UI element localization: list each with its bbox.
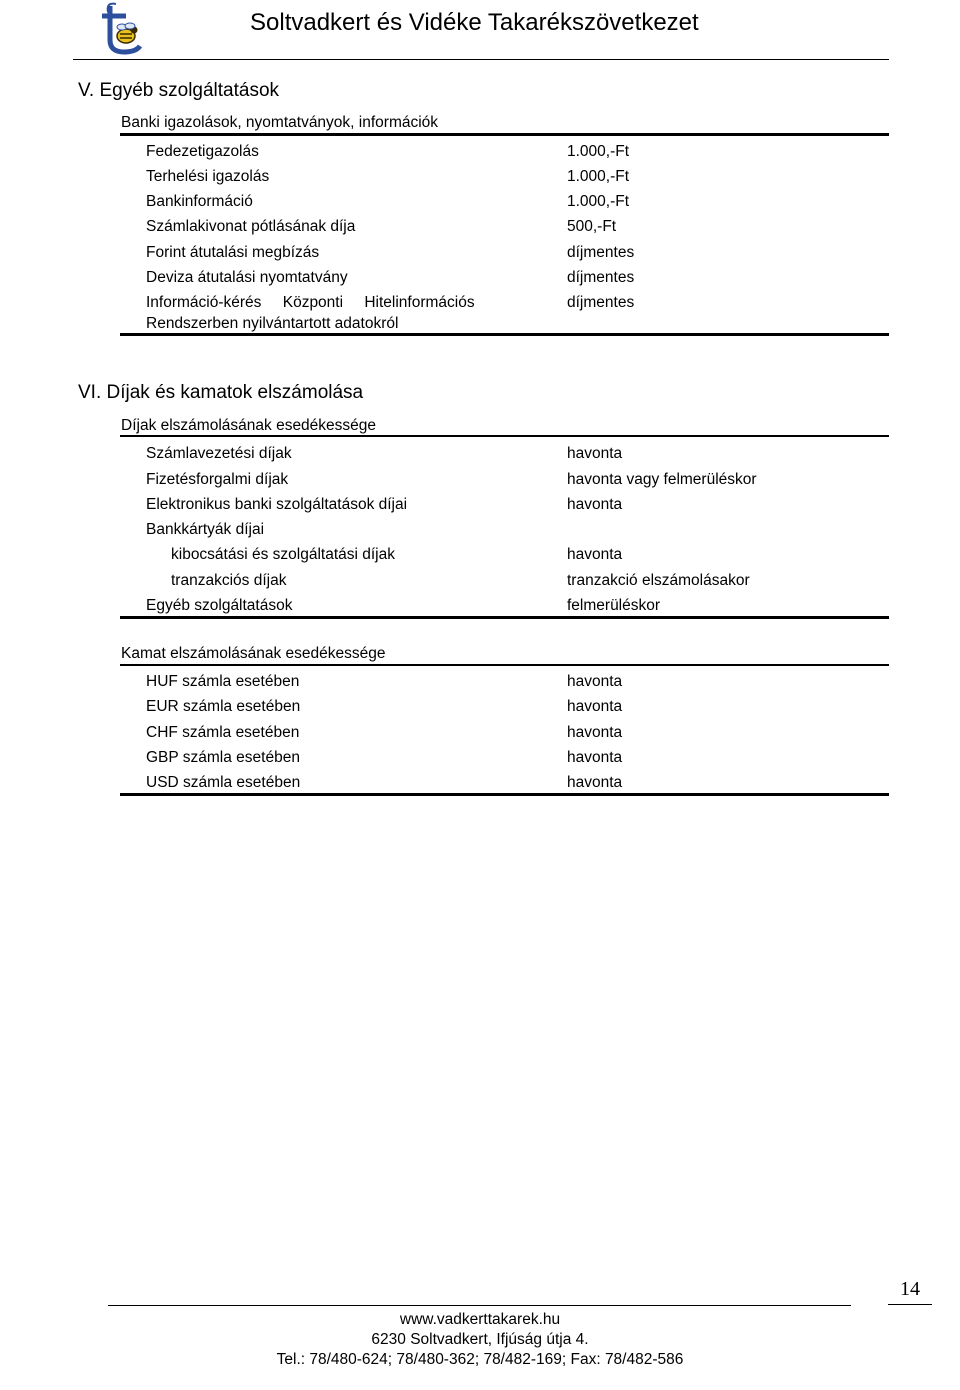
interest-row-label: GBP számla esetében [146, 749, 300, 766]
schedule-row-label: kibocsátási és szolgáltatási díjak [171, 546, 396, 563]
fee-row-value: díjmentes [567, 294, 635, 311]
schedule-row-value: felmerüléskor [567, 597, 661, 614]
section-v-subtitle: Banki igazolások, nyomtatványok, információk [121, 114, 439, 131]
fee-row-label: Bankinformáció [146, 193, 253, 210]
fees-top-rule [120, 435, 889, 437]
interest-row-value: havonta [567, 774, 623, 791]
interest-row-value: havonta [567, 749, 623, 766]
footer-address: 6230 Soltvadkert, Ifjúság útja 4. [371, 1331, 589, 1348]
page-header-title: Soltvadkert és Vidéke Takarékszövetkezet [250, 9, 699, 36]
section-v-top-rule [120, 133, 889, 136]
fee-row-label: Forint átutalási megbízás [146, 244, 320, 261]
fee-row-value: díjmentes [567, 244, 635, 261]
footer-phones: Tel.: 78/480-624; 78/480-362; 78/482-169; Fax: 78/482-586 [276, 1351, 684, 1368]
schedule-row-value: havonta [567, 546, 623, 563]
bank-logo [96, 2, 148, 58]
interest-row-value: havonta [567, 673, 623, 690]
fee-row-label: Terhelési igazolás [146, 168, 270, 185]
fee-row-value: 1.000,-Ft [567, 143, 630, 160]
interest-row-label: USD számla esetében [146, 774, 301, 791]
interest-row-value: havonta [567, 698, 623, 715]
fee-row-value: 1.000,-Ft [567, 168, 630, 185]
fee-row-value: díjmentes [567, 269, 635, 286]
schedule-row-label: tranzakciós díjak [171, 572, 287, 589]
footer-website: www.vadkerttakarek.hu [399, 1311, 561, 1328]
interest-row-label: HUF számla esetében [146, 673, 300, 690]
schedule-row-label: Számlavezetési díjak [146, 445, 292, 462]
header-divider [73, 59, 889, 60]
schedule-row-label: Egyéb szolgáltatások [146, 597, 293, 614]
page-number-divider [888, 1304, 932, 1305]
interest-top-rule [120, 664, 889, 666]
schedule-row-label: Fizetésforgalmi díjak [146, 471, 289, 488]
fee-row-label: Fedezetigazolás [146, 143, 259, 160]
fee-row-label: Deviza átutalási nyomtatvány [146, 269, 348, 286]
fee-row-value: 1.000,-Ft [567, 193, 630, 210]
schedule-row-value: havonta vagy felmerüléskor [567, 471, 757, 488]
fee-row-label-line1: Információ-kérés Központi Hitelinformációs [146, 294, 475, 311]
fee-row-label-line2: Rendszerben nyilvántartott adatokról [146, 315, 399, 332]
fee-row-label: Számlakivonat pótlásának díja [146, 218, 356, 235]
interest-row-value: havonta [567, 724, 623, 741]
interest-row-label: EUR számla esetében [146, 698, 301, 715]
schedule-row-value: havonta [567, 445, 623, 462]
page-number: 14 [900, 1278, 920, 1300]
section-vi-title: VI. Díjak és kamatok elszámolása [78, 382, 364, 403]
footer-divider [108, 1305, 851, 1306]
section-v-bottom-rule [120, 333, 889, 336]
fees-subtitle: Díjak elszámolásának esedékessége [121, 417, 377, 434]
section-v-title: V. Egyéb szolgáltatások [78, 80, 280, 101]
schedule-row-value: tranzakció elszámolásakor [567, 572, 750, 589]
interest-subtitle: Kamat elszámolásának esedékessége [121, 645, 386, 662]
interest-bottom-rule [120, 793, 889, 796]
schedule-row-value: havonta [567, 496, 623, 513]
fees-bottom-rule [120, 616, 889, 619]
fee-row-value: 500,-Ft [567, 218, 617, 235]
interest-row-label: CHF számla esetében [146, 724, 300, 741]
schedule-row-label: Elektronikus banki szolgáltatások díjai [146, 496, 408, 513]
schedule-row-label: Bankkártyák díjai [146, 521, 265, 538]
